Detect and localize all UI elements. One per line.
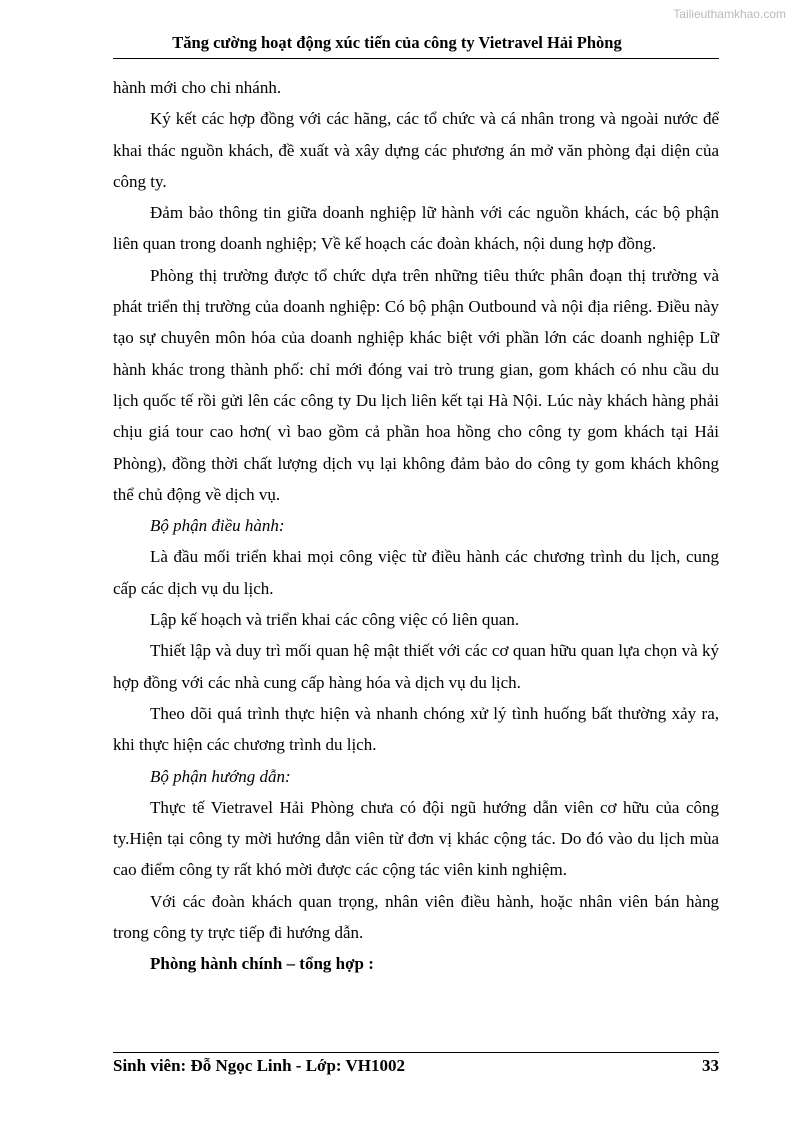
- section-heading-operations: Bộ phận điều hành:: [150, 516, 285, 536]
- footer-author: Sinh viên: Đỗ Ngọc Linh - Lớp: VH1002: [113, 1056, 406, 1075]
- paragraph: Theo dõi quá trình thực hiện và nhanh chóng xử lý tình huống bất thường xảy ra, khi thực hiện các chương trình du lịch.: [113, 703, 719, 755]
- paragraph: Ký kết các hợp đồng với các hãng, các tổ chức và cá nhân trong và ngoài nước để khai thác nguồn khách, đề xuất và xây dựng các phương án mở văn phòng đại diện của công ty.: [113, 109, 719, 191]
- watermark: Tailieuthamkhao.com: [673, 7, 786, 21]
- paragraph: Lập kế hoạch và triển khai các công việc có liên quan.: [150, 610, 520, 630]
- paragraph-continuation: hành mới cho chi nhánh.: [113, 78, 282, 97]
- page-header-title: Tăng cường hoạt động xúc tiến của công ty Vietravel Hải Phòng: [172, 33, 622, 52]
- paragraph: Thiết lập và duy trì mối quan hệ mật thiết với các cơ quan hữu quan lựa chọn và ký hợp đồng với các nhà cung cấp hàng hóa và dịch vụ du lịch.: [113, 641, 719, 692]
- paragraph: Đảm bảo thông tin giữa doanh nghiệp lữ hành với các nguồn khách, các bộ phận liên quan trong doanh nghiệp; Về kế hoạch các đoàn khách, nội dung hợp đồng.: [113, 203, 719, 254]
- paragraph: Thực tế Vietravel Hải Phòng chưa có đội ngũ hướng dẫn viên cơ hữu của công ty.Hiện tại công ty mời hướng dẫn viên từ đơn vị khác cộng tác. Do đó vào du lịch mùa cao điểm công ty rất khó mời được các cộng tác viên kinh nghiệm.: [113, 797, 719, 880]
- paragraph: Với các đoàn khách quan trọng, nhân viên điều hành, hoặc nhân viên bán hàng trong công ty trực tiếp đi hướng dẫn.: [113, 891, 719, 943]
- page-number: 33: [702, 1056, 719, 1075]
- footer-divider: [113, 1052, 719, 1053]
- section-heading-guides: Bộ phận hướng dẫn:: [150, 766, 291, 786]
- section-heading-admin: Phòng hành chính – tổng hợp :: [150, 954, 374, 974]
- page-body: [113, 72, 719, 980]
- paragraph: Phòng thị trường được tổ chức dựa trên những tiêu thức phân đoạn thị trường và phát triển thị trường của doanh nghiệp: Có bộ phận Outbound và nội địa riêng. Điều này tạo sự chuyên môn hóa của doanh nghiệp khác biệt với phần lớn các doanh nghiệp Lữ hành khác trong thành phố: chỉ mới đóng vai trò trung gian, gom khách có nhu cầu du lịch quốc tế rồi gửi lên các công ty Du lịch liên kết tại Hà Nội. Lúc này khách hàng phải chịu giá tour cao hơn( vì bao gồm cả phần hoa hồng cho công ty gom khách tại Hải Phòng), đồng thời chất lượng dịch vụ lại không đảm bảo do công ty gom khách không thể chủ động về dịch vụ.: [113, 265, 719, 504]
- header-divider: [113, 58, 719, 59]
- paragraph: Là đầu mối triển khai mọi công việc từ điều hành các chương trình du lịch, cung cấp các dịch vụ du lịch.: [113, 547, 719, 598]
